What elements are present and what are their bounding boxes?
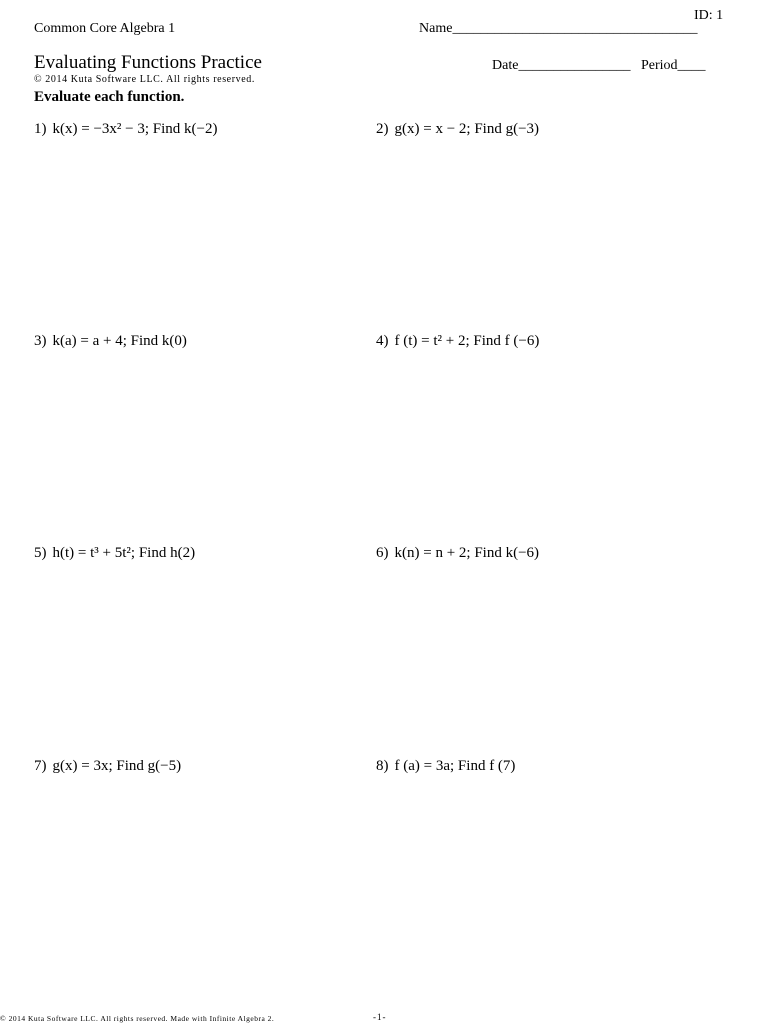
- problem-number: 4): [376, 333, 389, 349]
- problem-2: [376, 121, 539, 138]
- page-number: -1-: [373, 1012, 387, 1022]
- problem-text: f (t) = t² + 2; Find f (−6): [394, 333, 540, 349]
- problem-number: 1): [34, 121, 47, 137]
- problem-text: h(t) = t³ + 5t²; Find h(2): [52, 545, 196, 561]
- problem-text: g(x) = 3x; Find g(−5): [52, 758, 182, 774]
- problem-number: 3): [34, 333, 47, 349]
- copyright-notice: © 2014 Kuta Software LLC. All rights reserved.: [34, 74, 255, 85]
- date-label: Date: [492, 58, 519, 73]
- problem-text: k(n) = n + 2; Find k(−6): [394, 545, 540, 561]
- problem-number: 5): [34, 545, 47, 561]
- footer-copyright: © 2014 Kuta Software LLC. All rights reserved. Made with Infinite Algebra 2.: [0, 1014, 275, 1023]
- problem-number: 8): [376, 758, 389, 774]
- problem-5: [34, 545, 195, 562]
- problem-text: k(a) = a + 4; Find k(0): [52, 333, 187, 349]
- problem-text: k(x) = −3x² − 3; Find k(−2): [52, 121, 218, 137]
- problem-number: 2): [376, 121, 389, 137]
- problem-7: [34, 758, 181, 775]
- period-label: Period: [640, 58, 678, 73]
- problem-3: [34, 333, 187, 350]
- period-line: ____: [677, 58, 706, 73]
- name-line: ___________________________________: [452, 21, 698, 36]
- name-field: [419, 21, 697, 37]
- name-label: Name: [419, 21, 453, 36]
- problem-number: 6): [376, 545, 389, 561]
- worksheet-title: Evaluating Functions Practice: [34, 52, 262, 73]
- problem-text: f (a) = 3a; Find f (7): [394, 758, 516, 774]
- problem-6: [376, 545, 539, 562]
- problem-8: [376, 758, 515, 775]
- problem-4: [376, 333, 539, 350]
- problem-text: g(x) = x − 2; Find g(−3): [394, 121, 540, 137]
- instructions: Evaluate each function.: [34, 89, 185, 105]
- date-period-field: [492, 58, 706, 74]
- problem-1: [34, 121, 218, 138]
- date-line: ________________: [518, 58, 631, 73]
- course-name: Common Core Algebra 1: [34, 21, 176, 36]
- problem-number: 7): [34, 758, 47, 774]
- worksheet-id: ID: 1: [694, 8, 724, 23]
